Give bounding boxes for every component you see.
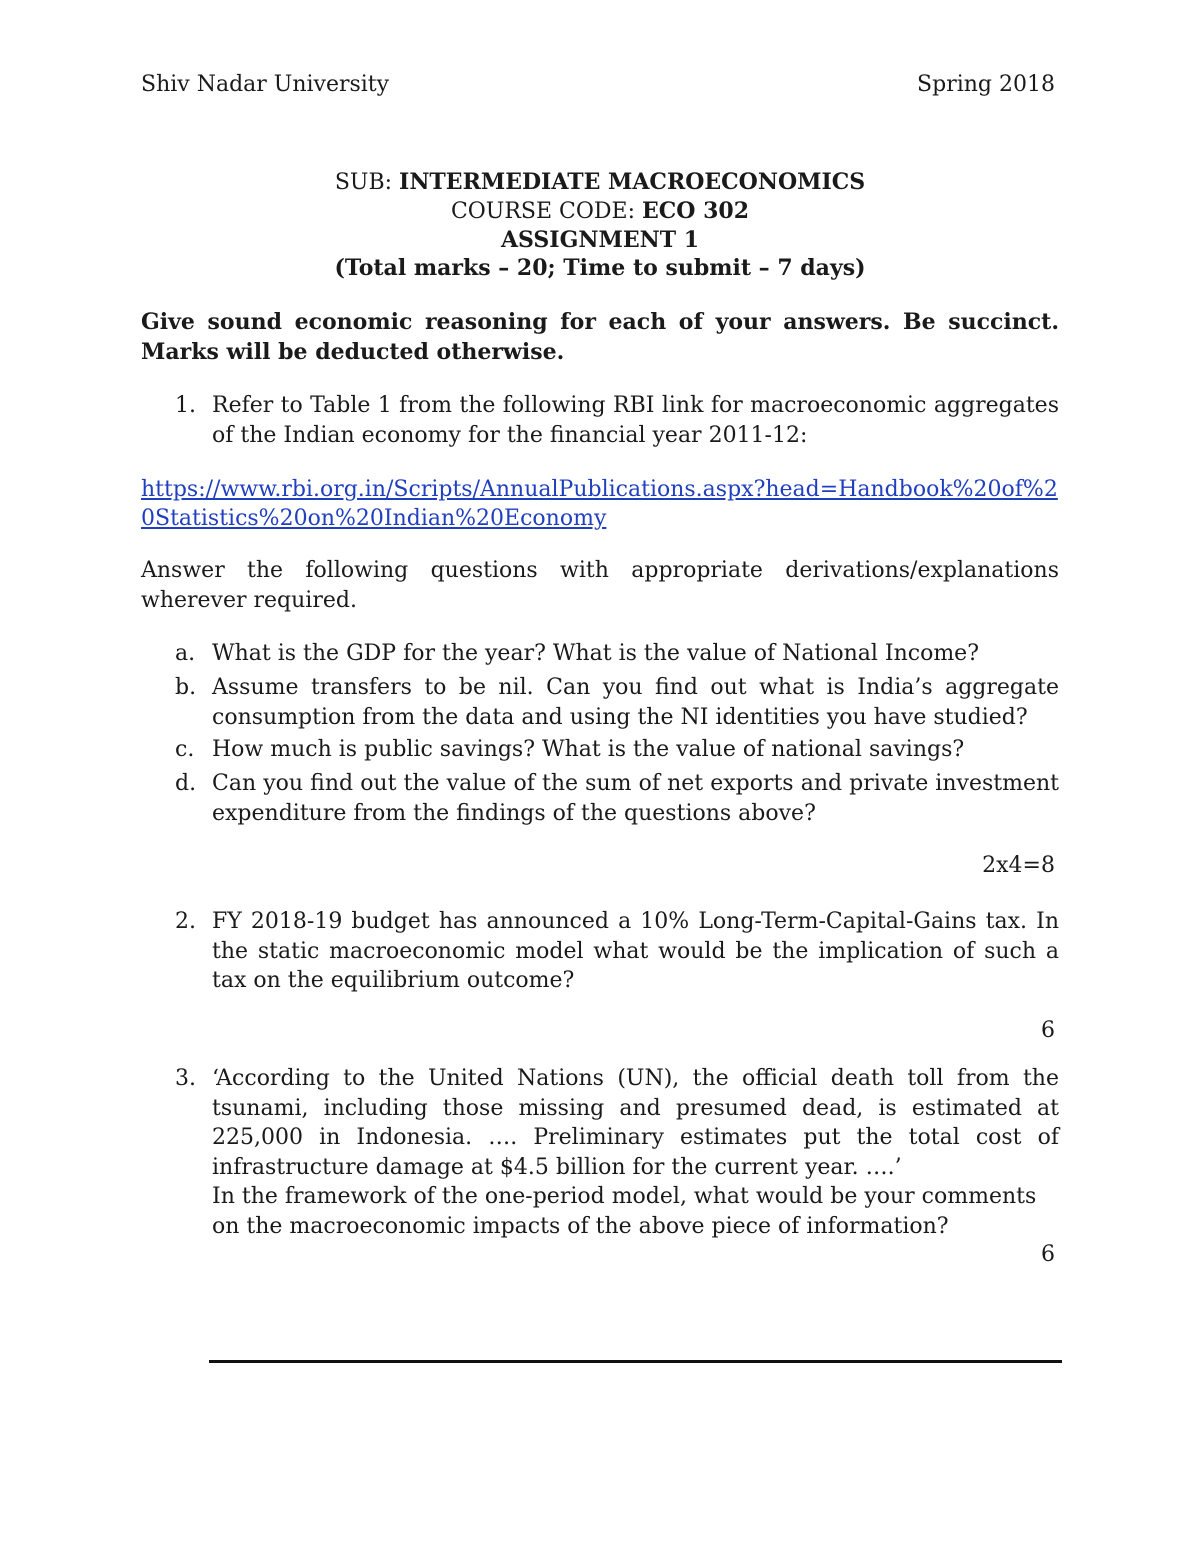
course-label: COURSE CODE: [450,199,643,224]
course-line [141,197,1059,226]
question-3 [141,1064,1059,1241]
question-text: FY 2018-19 budget has announced a 10% Long-Term-Capital-Gains tax. In the static macroeconomic model what would be the implication of such a tax on the equilibrium outcome? [212,909,1059,993]
part-label: d. [175,771,197,796]
rbi-link[interactable]: https://www.rbi.org.in/Scripts/AnnualPublications.aspx?head=Handbook%20of%20Statistics%20on%20Indian%20Economy [141,477,1058,531]
course-value: ECO 302 [642,198,750,224]
subject-value: INTERMEDIATE MACROECONOMICS [399,169,866,195]
question-1 [141,391,1059,450]
title-block [141,168,1059,282]
part-text: How much is public savings? What is the value of national savings? [212,737,965,762]
instructions: Give sound economic reasoning for each of your answers. Be succinct. Marks will be deducted otherwise. [141,309,1059,365]
q1-marks: 2x4=8 [982,853,1055,878]
question-2 [141,907,1059,996]
list-item [141,769,1059,828]
subject-label: SUB: [334,170,400,195]
list-item [141,673,1059,732]
question-number: 3. [175,1066,196,1091]
footer-rule [209,1360,1062,1363]
part-text: Assume transfers to be nil. Can you find out what is India’s aggregate consumption from the data and using the NI identities you have studied? [212,675,1059,730]
subject-line [141,168,1059,197]
university-name: Shiv Nadar University [141,72,390,97]
answer-intro: Answer the following questions with appropriate derivations/explanations wherever required. [141,558,1059,613]
q3-marks: 6 [1041,1242,1055,1267]
question-text: Refer to Table 1 from the following RBI link for macroeconomic aggregates of the Indian economy for the financial year 2011-12: [212,393,1059,448]
quote-text: ‘According to the United Nations (UN), the official death toll from the tsunami, including those missing and presumed dead, is estimated at 225,000 in Indonesia. …. Preliminary estimates put the total cost of infrastructure damage at $4.5 billion for the current year. ….’ [212,1066,1059,1180]
part-text: Can you find out the value of the sum of net exports and private investment expenditure from the findings of the questions above? [212,771,1059,826]
q2-marks: 6 [1041,1018,1055,1043]
part-text: What is the GDP for the year? What is the value of National Income? [212,641,979,666]
part-label: a. [175,641,196,666]
question-number: 2. [175,909,196,934]
list-item [141,735,1059,765]
assignment-title: ASSIGNMENT 1 [500,227,700,253]
part-label: b. [175,675,197,700]
list-item [141,639,1059,669]
part-label: c. [175,737,195,762]
term-label: Spring 2018 [917,72,1055,97]
question-text: In the framework of the one-period model, what would be your comments on the macroeconomic impacts of the above piece of information? [212,1184,1037,1239]
page-header [141,72,1055,97]
marks-time-line: (Total marks – 20; Time to submit – 7 days) [334,255,866,281]
question-number: 1. [175,393,196,418]
